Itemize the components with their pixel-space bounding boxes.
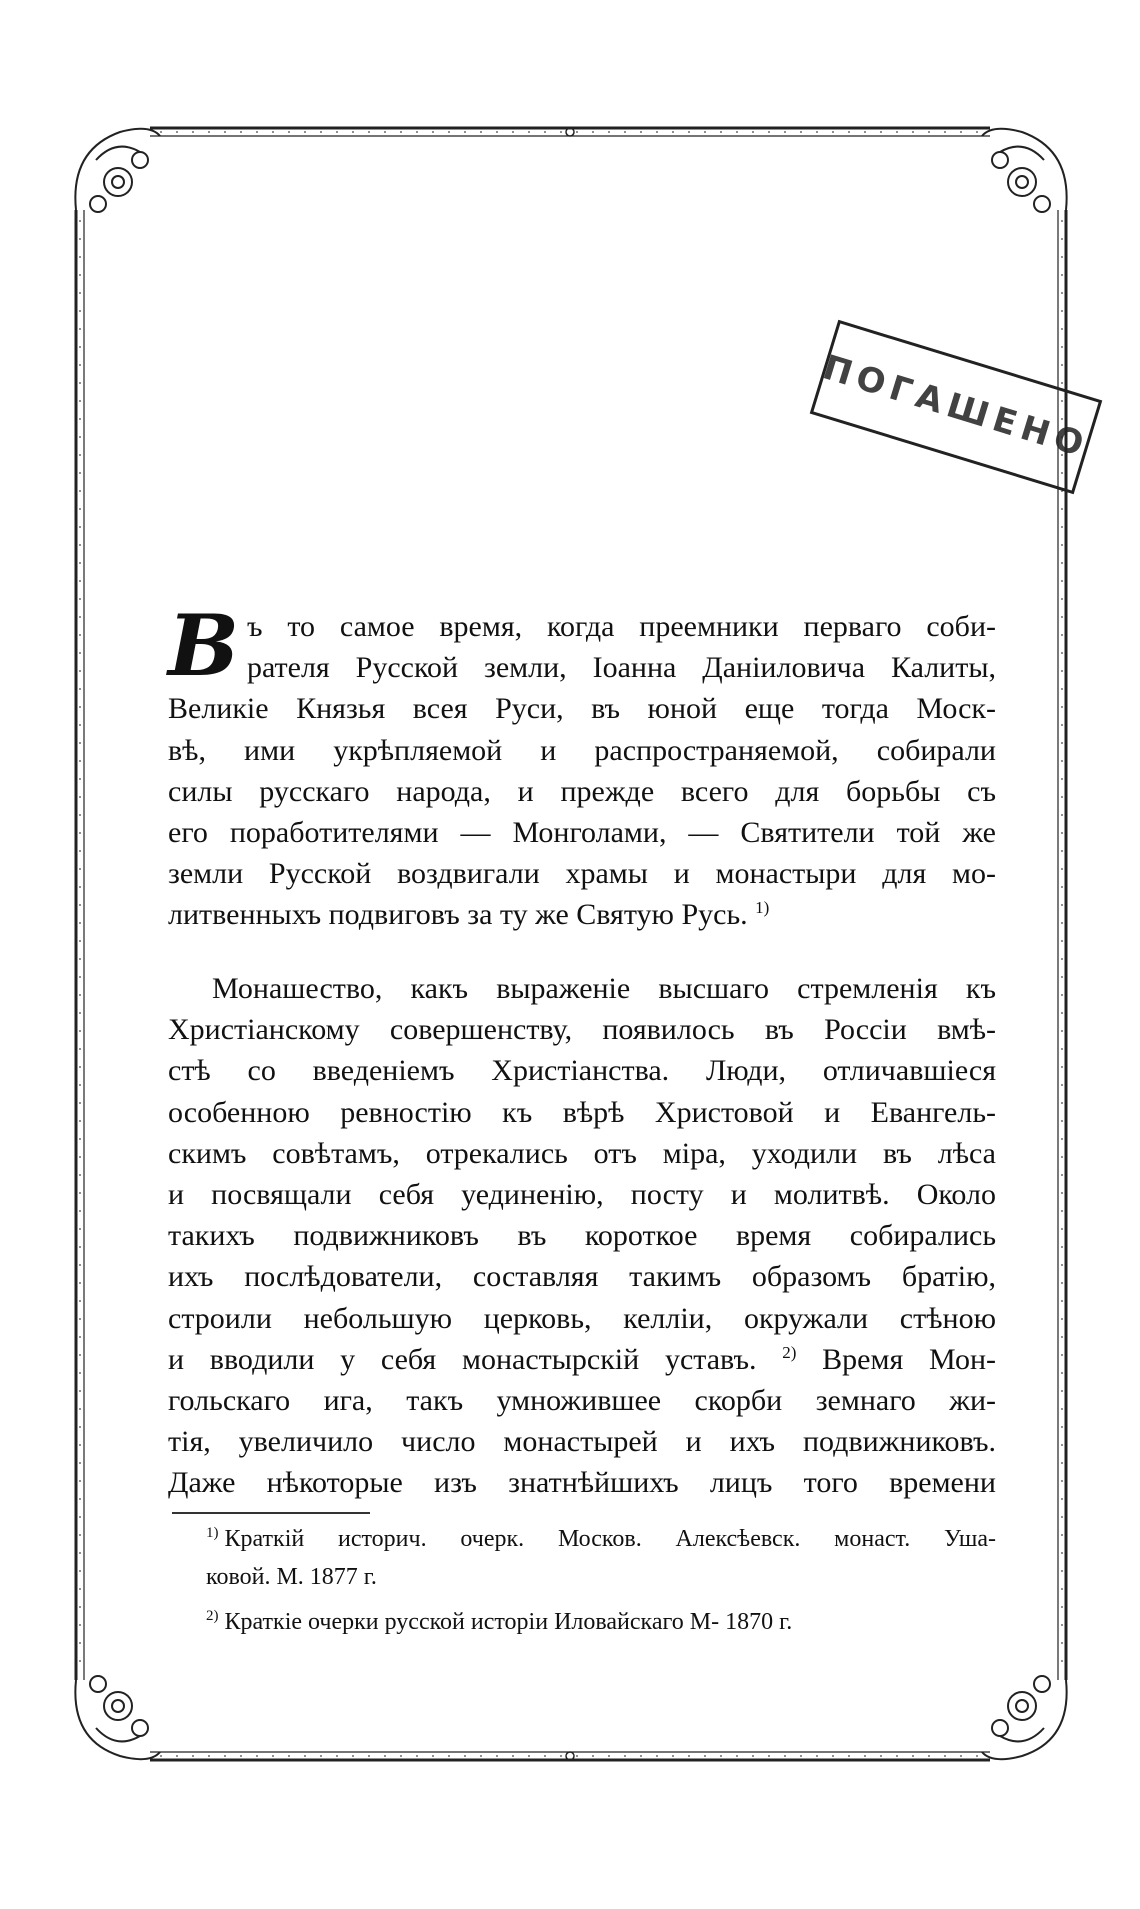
footnote-line: ковой. М. 1877 г. bbox=[206, 1564, 377, 1590]
text-line-with-note bbox=[168, 1339, 996, 1380]
text-line: Великіе Князья всея Руси, въ юной еще тогда Моск- bbox=[168, 692, 996, 726]
footnote-text: Краткіе очерки русской исторіи Иловайскаго М- 1870 г. bbox=[224, 1609, 793, 1635]
text-line: Даже нѣкоторые изъ знатнѣйшихъ лицъ того времени bbox=[168, 1466, 996, 1500]
stamp-text: ПОГАШЕНО bbox=[818, 347, 1094, 467]
text-line: особенною ревностію къ вѣрѣ Христовой и Евангель- bbox=[168, 1095, 996, 1129]
text-line: строили небольшую церковь, келліи, окружали стѣною bbox=[168, 1301, 996, 1335]
text-line: гольскаго ига, такъ умножившее скорби земнаго жи- bbox=[168, 1384, 996, 1418]
text-line: его поработителями — Монголами, — Святители той же bbox=[168, 816, 996, 850]
footnote-ref: 1) bbox=[755, 898, 770, 918]
paragraph-1 bbox=[168, 596, 996, 936]
text-line-with-note bbox=[168, 894, 996, 935]
text-line: вѣ, ими укрѣпляемой и распространяемой, собирали bbox=[168, 733, 996, 767]
text-line: и вводили у себя монастырскій уставъ. bbox=[168, 1342, 757, 1376]
text-line: такихъ подвижниковъ въ короткое время собирались bbox=[168, 1219, 996, 1253]
footnote-1 bbox=[206, 1520, 996, 1596]
text-line: рателя Русской земли, Іоанна Даніиловича Калиты, bbox=[247, 651, 996, 685]
footnote-text: Краткій историч. очерк. Москов. Алексѣевск. монаст. Уша- bbox=[224, 1526, 996, 1552]
text-line: Монашество, какъ выраженіе высшаго стремленія къ bbox=[212, 972, 996, 1005]
footnote-2 bbox=[206, 1603, 996, 1641]
text-line: тія, увеличило число монастырей и ихъ подвижниковъ. bbox=[168, 1425, 996, 1459]
footnote-mark: 1) bbox=[206, 1525, 219, 1541]
footnote-line bbox=[206, 1520, 996, 1558]
text-line: Христіанскому совершенству, появилось въ Россіи вмѣ- bbox=[168, 1013, 996, 1047]
footnote-rule bbox=[172, 1512, 370, 1514]
text-line: и посвящали себя уединенію, посту и молитвѣ. Около bbox=[168, 1178, 996, 1212]
text-line: стѣ со введеніемъ Христіанства. Люди, отличавшіеся bbox=[168, 1054, 996, 1088]
text-line-tail: Время Мон- bbox=[822, 1342, 996, 1376]
footnote-line bbox=[206, 1603, 996, 1641]
text-line: скимъ совѣтамъ, отрекались отъ міра, уходили въ лѣса bbox=[168, 1136, 996, 1170]
footnote-mark: 2) bbox=[206, 1608, 219, 1624]
footnote-ref: 2) bbox=[782, 1342, 797, 1362]
drop-cap: В bbox=[168, 596, 239, 695]
text-line: силы русскаго народа, и прежде всего для борьбы съ bbox=[168, 774, 996, 808]
text-line: ихъ послѣдователи, составляя такимъ образомъ братію, bbox=[168, 1260, 996, 1294]
paragraph-2 bbox=[168, 968, 996, 1504]
text-line: ъ то самое время, когда преемники перваго соби- bbox=[247, 610, 996, 643]
text-line: литвенныхъ подвиговъ за ту же Святую Русь. bbox=[168, 898, 748, 932]
text-line: земли Русской воздвигали храмы и монастыри для мо- bbox=[168, 857, 996, 891]
